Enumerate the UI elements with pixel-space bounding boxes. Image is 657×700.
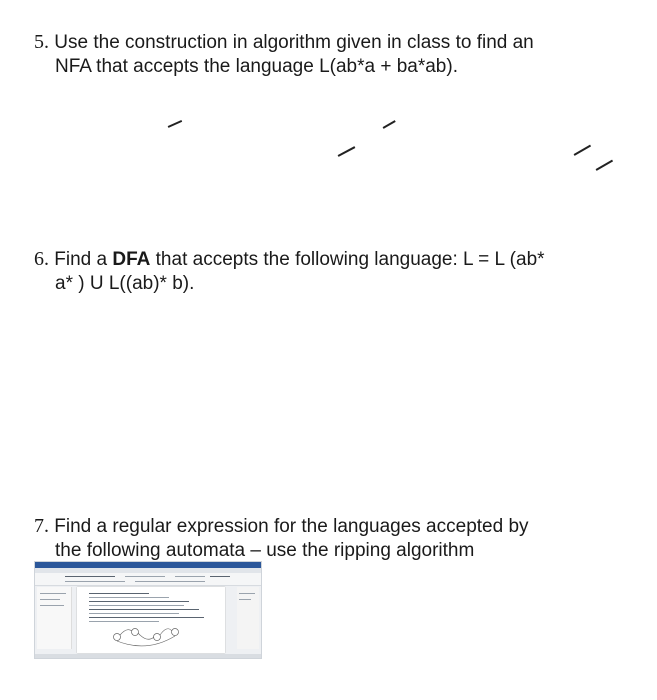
thumb-nav-pane	[37, 587, 72, 649]
thumb-status-bar	[35, 654, 261, 658]
question-6	[34, 247, 634, 296]
question-5	[34, 30, 634, 79]
pen-mark	[574, 145, 591, 156]
thumb-document-page	[77, 587, 225, 653]
question-5-number: 5.	[34, 31, 49, 53]
question-6-text-line2: a* ) U L((ab)* b).	[55, 273, 195, 294]
question-6-dfa-bold: DFA	[112, 249, 151, 270]
embedded-word-screenshot	[34, 561, 262, 659]
pen-mark	[383, 120, 396, 128]
question-7	[34, 514, 634, 563]
thumb-toolbar	[35, 573, 261, 586]
question-6-number: 6.	[34, 248, 49, 270]
question-6-text-post: that accepts the following language: L = L (ab*	[150, 249, 545, 270]
pen-mark	[338, 146, 356, 156]
thumb-automaton-diagram	[77, 587, 225, 653]
pen-mark	[596, 160, 613, 171]
question-5-text-line2: NFA that accepts the language L(ab*a + ba*ab).	[55, 56, 458, 77]
thumb-right-pane	[237, 587, 259, 649]
question-7-number: 7.	[34, 515, 49, 537]
question-5-text-line1: Use the construction in algorithm given in class to find an	[54, 32, 534, 53]
pen-mark	[168, 120, 182, 128]
question-6-text-pre: Find a	[54, 249, 113, 270]
question-7-text-line1: Find a regular expression for the languages accepted by	[54, 516, 529, 537]
question-7-text-line2: the following automata – use the ripping algorithm	[55, 540, 475, 561]
